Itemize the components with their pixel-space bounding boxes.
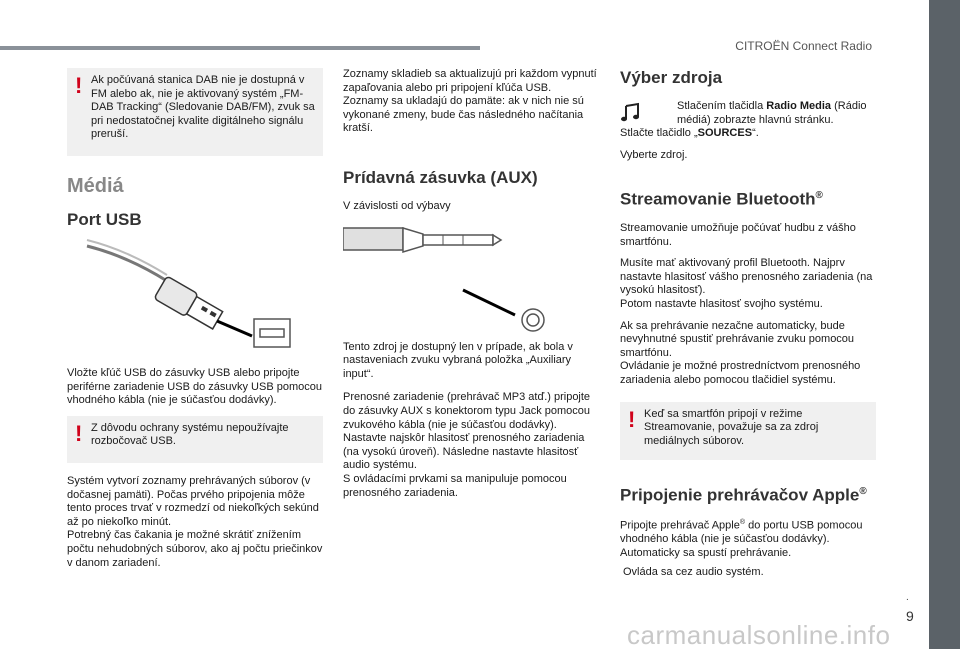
portable-text-1: Prenosné zariadenie (prehrávač MP3 atď.) pripojte do zásuvky AUX s konektorom typu Jack pomocou zvukového kábla (nie je súčasťou dodávky).: [343, 391, 591, 431]
bt-text-2a: Musíte mať aktivovaný profil Bluetooth. Najprv nastavte hlasitosť vášho prenosného zariadenia (na vysokú hlasitosť).: [620, 257, 873, 297]
column-middle: [343, 68, 599, 500]
jack-plug-illustration: [343, 220, 583, 335]
header-title: CITROËN Connect Radio: [735, 39, 872, 53]
bt-text-1: Streamovanie umožňuje počúvať hudbu z vášho smartfónu.: [620, 222, 856, 248]
warning-icon: !: [628, 406, 636, 432]
usb-instructions: Vložte kľúč USB do zásuvky USB alebo pripojte periférne zariadenie USB do zásuvky USB pomocou vhodného kábla (nie je súčasťou dodávky).: [67, 366, 322, 407]
aux-availability: V závislosti od výbavy: [343, 199, 451, 212]
warning-icon: !: [75, 73, 83, 98]
usb-plug-illustration: [67, 236, 307, 361]
heading-aux: Prídavná zásuvka (AUX): [343, 167, 538, 187]
warning-icon: !: [75, 420, 83, 446]
aux-text: Tento zdroj je dostupný len v prípade, ak bola v nastaveniach zvuku vybraná položka „Auxiliary input“.: [343, 340, 573, 380]
apple-text-1: Pripojte prehrávač Apple® do portu USB pomocou vhodného kábla (nie je súčasťou dodávky).: [620, 519, 863, 546]
heading-apple: Pripojenie prehrávačov Apple®: [620, 486, 867, 505]
watermark: carmanualsonline.info: [627, 620, 891, 650]
section-title-media: Médiá: [67, 174, 124, 197]
column-right: [620, 68, 876, 580]
select-source-text: Vyberte zdroj.: [620, 148, 688, 161]
warning-note-streaming: [620, 402, 876, 461]
apple-text-3: Ovláda sa cez audio systém.: [623, 566, 764, 579]
column-left: [67, 68, 323, 570]
apple-text-2: Automaticky sa spustí prehrávanie.: [620, 546, 792, 559]
radio-media-label: Radio Media: [766, 100, 832, 112]
bt-text-3a: Ak sa prehrávanie nezačne automaticky, bude nevyhnutné spustiť prehrávanie zvuku pomocou smartfónu.: [620, 319, 855, 359]
system-text-2: Potrebný čas čakania je možné skrátiť znížením počtu nehudobných súborov, ako aj počtu priečinkov v danom zariadení.: [67, 529, 323, 569]
warning-note-dab: [67, 68, 323, 156]
sources-text-post: “.: [752, 127, 759, 140]
music-note-icon: [620, 102, 642, 124]
bt-text-3b: Ovládanie je možné prostredníctvom prenosného zariadenia alebo pomocou tlačidiel systému.: [620, 360, 861, 386]
source-instruction: [620, 100, 876, 127]
page-number: 9: [906, 608, 914, 624]
note-text: Keď sa smartfón pripojí v režime Streamovanie, považuje sa za zdroj mediálnych súborov.: [644, 407, 819, 447]
side-tab: [929, 0, 960, 649]
heading-source: Výber zdroja: [620, 68, 723, 87]
source-text-post: (Rádio médiá) zobrazte hlavnú stránku.: [677, 100, 867, 126]
heading-bluetooth: Streamovanie Bluetooth®: [620, 190, 823, 210]
heading-usb: Port USB: [67, 209, 142, 229]
portable-text-2: Nastavte najskôr hlasitosť prenosného zariadenia (na vysokú úroveň). Následne nastavte hlasitosť audio systému.: [343, 432, 585, 472]
bt-text-2b: Potom nastavte hlasitosť svojho systému.: [620, 298, 823, 310]
sources-text-pre: Stlačte tlačidlo „: [620, 127, 698, 140]
note-text: Z dôvodu ochrany systému nepoužívajte rozbočovač USB.: [91, 421, 289, 448]
sources-label: SOURCES: [697, 127, 753, 140]
source-text-pre: Stlačením tlačidla: [677, 100, 767, 112]
note-text: Ak počúvaná stanica DAB nie je dostupná v FM alebo ak, nie je aktivovaný systém „FM-DAB Tracking“ (Sledovanie DAB/FM), zvuk sa pri nedostatočnej kvalite digitálneho signálu preruší.: [91, 74, 315, 141]
portable-text-3: S ovládacími prvkami sa manipuluje pomocou prenosného zariadenia.: [343, 472, 567, 499]
page-marker: .: [906, 592, 909, 603]
system-text: Systém vytvorí zoznamy prehrávaných súborov (v dočasnej pamäti). Počas prvého pripojenia môže tento proces trvať v rozmedzí od niekoľkých sekúnd až po niekoľko minút.: [67, 474, 319, 528]
playlist-text: Zoznamy skladieb sa aktualizujú pri každom vypnutí zapaľovania alebo pri pripojení kľúča USB. Zoznamy sa ukladajú do pamäte: ak v nich nie sú vykonané zmeny, bude čas následného načítania kratší.: [343, 68, 597, 135]
warning-note-hub: [67, 416, 323, 463]
header-rule: [0, 46, 480, 50]
